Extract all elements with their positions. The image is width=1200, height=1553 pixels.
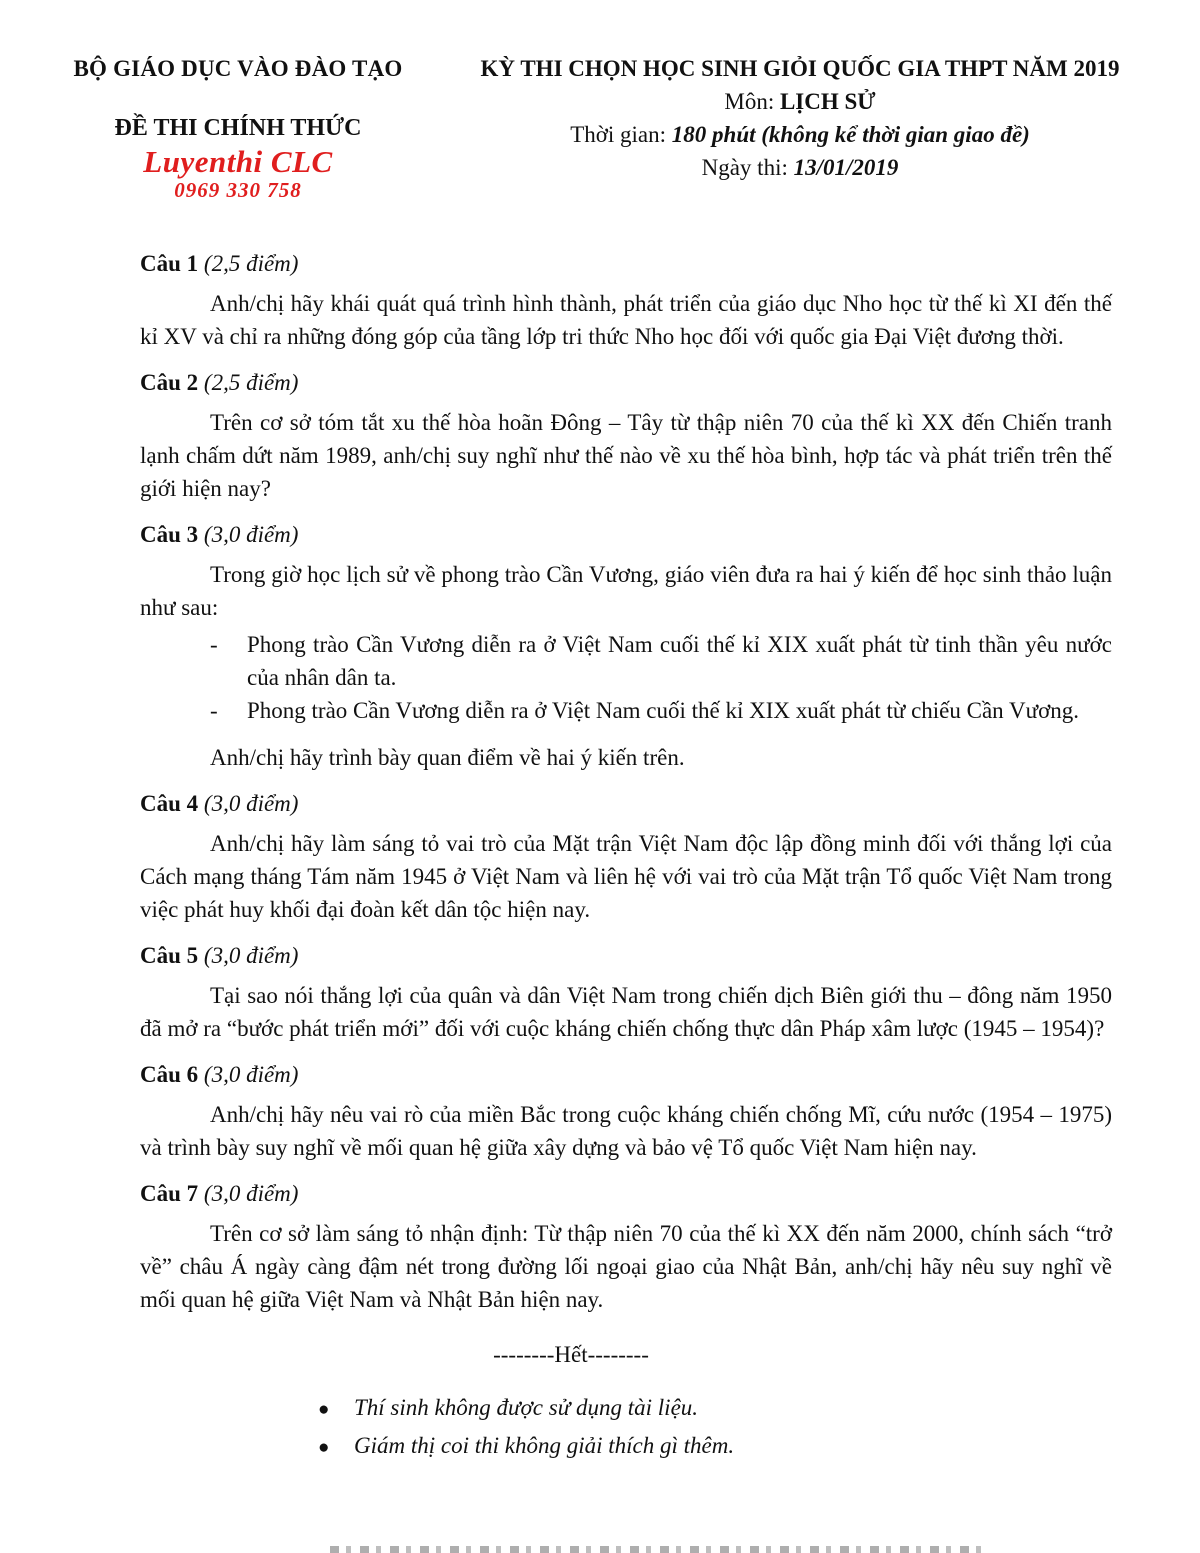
question-6-points: (3,0 điểm): [203, 1062, 299, 1087]
question-4: [140, 791, 1112, 926]
question-5-text: Tại sao nói thắng lợi của quân và dân Việt Nam trong chiến dịch Biên giới thu – đông năm 1950 đã mở ra “bước phát triển mới” đối với cuộc kháng chiến chống thực dân Pháp xâm lược (1945 – 1954)?: [140, 983, 1112, 1041]
time-label: Thời gian:: [570, 122, 672, 147]
question-1-number: Câu 1: [140, 251, 199, 276]
question-3-text: Trong giờ học lịch sử về phong trào Cần Vương, giáo viên đưa ra hai ý kiến để học sinh thảo luận như sau:: [140, 562, 1112, 620]
opinion-1-text: Phong trào Cần Vương diễn ra ở Việt Nam cuối thế kỉ XIX xuất phát từ tinh thần yêu nước của nhân dân ta.: [247, 632, 1112, 690]
question-7-points: (3,0 điểm): [203, 1181, 299, 1206]
question-4-text: Anh/chị hãy làm sáng tỏ vai trò của Mặt trận Việt Nam độc lập đồng minh đối với thắng lợi của Cách mạng tháng Tám năm 1945 ở Việt Nam và liên hệ với vai trò của Mặt trận Tổ quốc Việt Nam trong việc phát huy khối đại đoàn kết dân tộc hiện nay.: [140, 831, 1112, 922]
date-label: Ngày thi:: [701, 155, 794, 180]
opinion-2-text: Phong trào Cần Vương diễn ra ở Việt Nam cuối thế kỉ XIX xuất phát từ chiếu Cần Vương.: [247, 698, 1080, 723]
question-2: [140, 370, 1112, 505]
note-item: [318, 1390, 1112, 1428]
bullet-icon: ●: [318, 1437, 330, 1458]
document-header: [0, 0, 1200, 203]
question-3-points: (3,0 điểm): [203, 522, 299, 547]
subject-value: LỊCH SỬ: [779, 89, 876, 114]
date-line: [428, 155, 1172, 181]
question-1-text: Anh/chị hãy khái quát quá trình hình thành, phát triển của giáo dục Nho học từ thế kì XI đến thế kỉ XV và chỉ ra những đóng góp của tầng lớp tri thức Nho học đối với quốc gia Đại Việt đương thời.: [140, 291, 1112, 349]
brand-phone-number: 0969 330 758: [174, 178, 302, 202]
header-right-block: [428, 56, 1172, 203]
exam-rules-notes: [318, 1390, 1112, 1466]
header-left-block: [48, 56, 428, 203]
subject-line: [428, 89, 1172, 115]
question-6-text: Anh/chị hãy nêu vai rò của miền Bắc trong cuộc kháng chiến chống Mĩ, cứu nước (1954 – 1975) và trình bày suy nghĩ về mối quan hệ giữa xây dựng và bảo vệ Tổ quốc Việt Nam hiện nay.: [140, 1102, 1112, 1160]
question-3-opinion-list: [210, 628, 1112, 727]
question-6-number: Câu 6: [140, 1062, 199, 1087]
question-3-number: Câu 3: [140, 522, 199, 547]
question-6: [140, 1062, 1112, 1164]
questions-section: [140, 251, 1112, 1466]
question-1: [140, 251, 1112, 353]
question-1-heading: [140, 251, 1112, 277]
question-5-number: Câu 5: [140, 943, 199, 968]
question-4-heading: [140, 791, 1112, 817]
note-1-text: Thí sinh không được sử dụng tài liệu.: [354, 1395, 699, 1420]
question-2-points: (2,5 điểm): [203, 370, 299, 395]
exam-title: KỲ THI CHỌN HỌC SINH GIỎI QUỐC GIA THPT NĂM 2019: [480, 56, 1120, 81]
list-item: [210, 694, 1112, 727]
question-3-heading: [140, 522, 1112, 548]
question-4-number: Câu 4: [140, 791, 199, 816]
question-2-heading: [140, 370, 1112, 396]
question-7-number: Câu 7: [140, 1181, 199, 1206]
question-3-closing-text: Anh/chị hãy trình bày quan điểm về hai ý kiến trên.: [210, 745, 685, 770]
question-5: [140, 943, 1112, 1045]
subject-label: Môn:: [724, 89, 780, 114]
time-line: [428, 122, 1172, 148]
ministry-name: BỘ GIÁO DỤC VÀO ĐÀO TẠO: [73, 56, 403, 81]
time-value: 180 phút (không kể thời gian giao đề): [671, 122, 1030, 147]
question-5-points: (3,0 điểm): [203, 943, 299, 968]
question-3: [140, 522, 1112, 774]
official-exam-label: ĐỀ THI CHÍNH THỨC: [114, 115, 362, 141]
date-value: 13/01/2019: [793, 155, 899, 180]
question-2-number: Câu 2: [140, 370, 199, 395]
note-2-text: Giám thị coi thi không giải thích gì thêm.: [354, 1433, 735, 1458]
list-item: [210, 628, 1112, 694]
question-7-heading: [140, 1181, 1112, 1207]
question-5-heading: [140, 943, 1112, 969]
question-2-text: Trên cơ sở tóm tắt xu thế hòa hoãn Đông – Tây từ thập niên 70 của thế kì XX đến Chiến tranh lạnh chấm dứt năm 1989, anh/chị suy nghĩ như thế nào về xu thế hòa bình, hợp tác và phát triển trên thế giới hiện nay?: [140, 410, 1112, 501]
question-1-points: (2,5 điểm): [203, 251, 299, 276]
question-7: [140, 1181, 1112, 1316]
end-of-exam-mark: --------Hết--------: [493, 1342, 649, 1367]
dash-marker: -: [210, 698, 218, 723]
question-4-points: (3,0 điểm): [203, 791, 299, 816]
note-item: [318, 1428, 1112, 1466]
brand-logo: Luyenthi CLC: [143, 144, 333, 179]
cropped-text-line: [330, 1546, 990, 1553]
dash-marker: -: [210, 632, 218, 657]
question-7-text: Trên cơ sở làm sáng tỏ nhận định: Từ thập niên 70 của thế kì XX đến năm 2000, chính sách “trở về” châu Á ngày càng đậm nét trong đường lối ngoại giao của Nhật Bản, anh/chị hãy nêu suy nghĩ về mối quan hệ giữa Việt Nam và Nhật Bản hiện nay.: [140, 1221, 1112, 1312]
bullet-icon: ●: [318, 1399, 330, 1420]
question-6-heading: [140, 1062, 1112, 1088]
